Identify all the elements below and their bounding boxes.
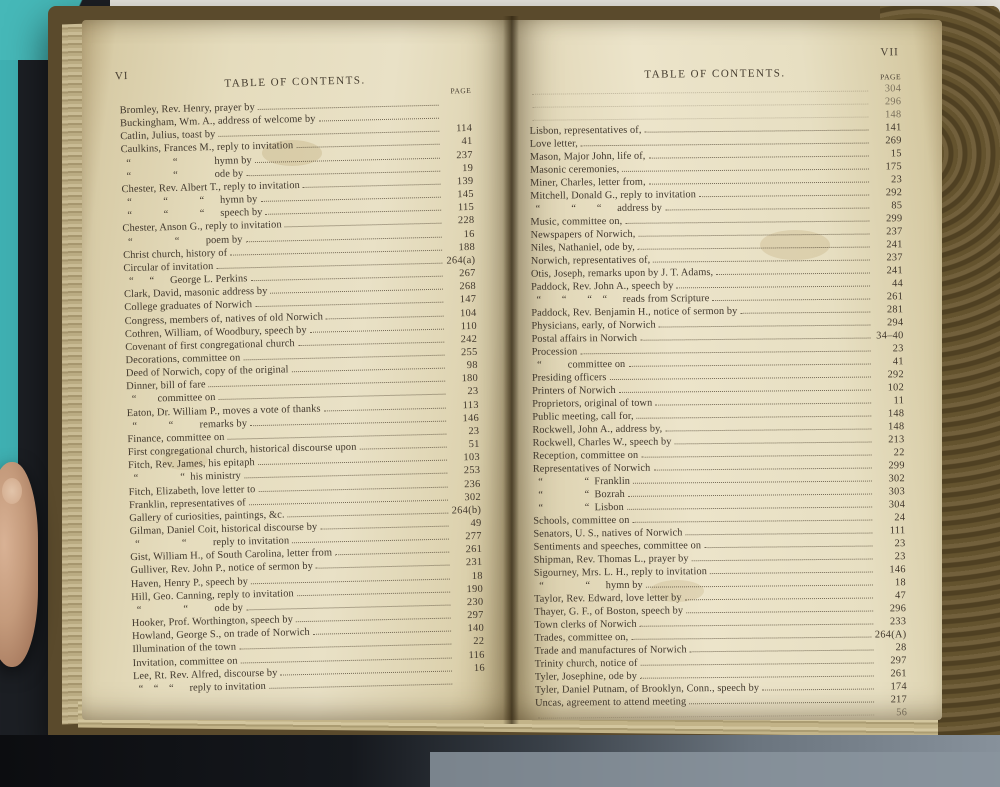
dot-leader (319, 118, 439, 122)
right-page (510, 20, 942, 720)
toc-entry-page-number: 296 (889, 603, 907, 615)
dot-leader (313, 631, 451, 635)
toc-entry-page-number: 241 (886, 239, 903, 251)
left-page (82, 20, 510, 720)
toc-entry-text: Paddock, Rev. Benjamin H., notice of sermon by (531, 305, 738, 319)
toc-entry-text: Eaton, Dr. William P., moves a vote of thanks (126, 403, 321, 419)
toc-entry-page-number: 302 (464, 491, 482, 503)
toc-entry-text: Otis, Joseph, remarks upon by J. T. Adams, (530, 267, 714, 280)
toc-entry-text: Dinner, bill of fare (126, 379, 206, 393)
toc-entry-text: “ “ ode by (121, 168, 244, 182)
toc-entry-page-number: 23 (467, 386, 479, 398)
dot-leader (538, 715, 874, 719)
toc-entry-text: Franklin, representatives of (128, 497, 246, 511)
dot-leader (532, 104, 868, 108)
toc-entry-page-number: 146 (462, 412, 480, 424)
toc-entry-text: Hooker, Prof. Worthington, speech by (131, 614, 294, 630)
toc-entry-text: “ “ hymn by (120, 154, 252, 169)
toc-entry-page-number: 15 (890, 148, 902, 160)
toc-entry-page-number: 145 (457, 188, 474, 201)
dot-leader (638, 247, 870, 250)
toc-entry-text: Physicians, early, of Norwich (531, 319, 656, 332)
dot-leader (258, 105, 439, 110)
dot-leader (685, 598, 873, 601)
toc-entry-page-number: 233 (889, 616, 907, 628)
right-toc-list (529, 82, 907, 723)
dot-leader (676, 286, 870, 289)
toc-entry-page-number: 299 (888, 460, 905, 472)
table-surface-highlight (430, 752, 1000, 787)
dot-leader (320, 526, 448, 530)
dot-leader (246, 236, 442, 242)
toc-entry-text: “ “ hymn by (533, 579, 643, 592)
dot-leader (633, 481, 872, 484)
toc-entry-text: Senators, U. S., natives of Norwich (533, 527, 683, 540)
toc-entry-page-number: 241 (886, 265, 903, 277)
toc-entry-text: Clark, David, masonic address by (123, 285, 268, 301)
toc-entry-page-number: 18 (471, 570, 483, 582)
toc-entry-text: Niles, Nathaniel, ode by, (530, 241, 635, 254)
dot-leader (532, 117, 868, 121)
toc-entry-text: Hill, Geo. Canning, reply to invitation (131, 588, 294, 603)
dot-leader (762, 689, 874, 691)
toc-entry-page-number: 115 (457, 202, 475, 214)
toc-entry-page-number: 18 (894, 577, 906, 589)
toc-entry-text: “ “ “ hymn by (121, 194, 258, 209)
toc-entry-text: First congregational church, historical discourse upon (127, 441, 357, 459)
left-title: TABLE OF CONTENTS. (224, 74, 366, 90)
toc-entry-text: Trinity church, notice of (534, 657, 638, 670)
toc-entry-page-number: 237 (456, 149, 473, 161)
dot-leader (258, 460, 447, 465)
dot-leader (288, 512, 449, 517)
dot-leader (298, 341, 444, 345)
dot-leader (324, 407, 446, 411)
toc-entry-text: “ “ remarks by (127, 418, 248, 432)
dot-leader (532, 91, 868, 95)
dot-leader (609, 377, 870, 381)
toc-entry-text: Representatives of Norwich (532, 462, 651, 475)
toc-entry-text: Reception, committee on (532, 449, 639, 462)
toc-entry-text: Gist, William H., of South Carolina, letter from (130, 547, 333, 564)
dot-leader (653, 468, 871, 471)
toc-entry-page-number: 237 (886, 252, 903, 264)
toc-entry-page-number: 292 (885, 187, 903, 199)
toc-entry-page-number: 268 (459, 281, 477, 293)
left-toc-list (120, 96, 486, 696)
toc-entry-page-number: 264(b) (451, 504, 482, 517)
dot-leader (640, 663, 873, 666)
toc-entry-text: Gulliver, Rev. John P., notice of sermon by (130, 561, 314, 577)
dot-leader (316, 565, 450, 569)
toc-entry-page-number: 303 (888, 486, 906, 498)
dot-leader (266, 210, 442, 215)
toc-entry-page-number: 110 (460, 320, 478, 332)
dot-leader (640, 338, 870, 341)
toc-entry-page-number: 111 (889, 525, 906, 537)
toc-entry-text: “ “ Bozrah (532, 488, 625, 501)
toc-entry-page-number: 146 (889, 564, 906, 576)
toc-entry-text: “ committee on (126, 392, 216, 406)
toc-entry-page-number: 102 (887, 382, 905, 394)
toc-entry-text: Music, committee on, (530, 215, 623, 228)
dot-leader (646, 585, 873, 588)
toc-entry-page-number: 139 (456, 175, 474, 188)
toc-entry-page-number: 28 (895, 642, 907, 654)
toc-entry-page-number: 175 (885, 161, 902, 173)
toc-entry-text: Howland, George S., on trade of Norwich (131, 627, 310, 643)
toc-entry-page-number: 22 (893, 447, 905, 459)
toc-entry-page-number: 261 (465, 544, 483, 556)
toc-entry-text: Mitchell, Donald G., reply to invitation (530, 189, 697, 202)
toc-entry-text: College graduates of Norwich (124, 299, 253, 314)
toc-entry-page-number: 228 (457, 215, 475, 227)
toc-entry-text: Tyler, Daniel Putnam, of Brooklyn, Conn., speech by (534, 682, 760, 696)
toc-entry-page-number: 41 (461, 136, 473, 148)
dot-leader (655, 403, 871, 406)
toc-entry-page-number: 267 (459, 267, 476, 280)
toc-entry-page-number: 261 (886, 291, 904, 303)
toc-entry-page-number: 264(A) (874, 629, 907, 641)
toc-entry-text: Chester, Rev. Albert T., reply to invitation (121, 179, 301, 196)
dot-leader (335, 552, 449, 556)
toc-entry-page-number: 47 (895, 590, 907, 602)
toc-entry-text: Catlin, Julius, toast by (120, 129, 216, 143)
toc-entry-text: Taylor, Rev. Edward, love letter by (533, 592, 682, 605)
toc-entry-text: “ “ George L. Perkins (123, 273, 248, 288)
toc-entry-page-number: 236 (463, 478, 481, 490)
toc-entry-text: Schools, committee on (533, 514, 630, 527)
dot-leader (644, 130, 868, 133)
toc-entry-text: Covenant of first congregational church (125, 337, 295, 353)
dot-leader (285, 223, 442, 228)
toc-entry-page-number: 34–40 (876, 330, 904, 342)
right-page-column-label: PAGE (880, 72, 902, 82)
dot-leader (740, 312, 870, 314)
dot-leader (628, 364, 870, 367)
toc-entry-page-number: 299 (885, 213, 903, 225)
dot-leader (360, 447, 447, 450)
toc-entry-page-number: 148 (884, 109, 902, 121)
left-page-column-label: PAGE (450, 85, 472, 96)
toc-entry-text: Miner, Charles, letter from, (529, 176, 646, 189)
toc-entry-text: Trade and manufactures of Norwich (534, 644, 687, 657)
toc-entry-text: Rockwell, John A., address by, (532, 423, 663, 436)
dot-leader (580, 351, 870, 355)
left-folio: VI (114, 70, 129, 83)
toc-entry-page-number: 23 (891, 174, 903, 186)
toc-entry-text: Love letter, (529, 138, 578, 150)
toc-entry-text: Newspapers of Norwich, (530, 228, 636, 241)
toc-entry-text: Procession (531, 346, 578, 358)
toc-entry-page-number: 281 (886, 304, 904, 316)
toc-entry-page-number: 51 (468, 438, 480, 451)
dot-leader (249, 499, 448, 505)
toc-entry-text: Christ church, history of (123, 247, 228, 261)
dot-leader (640, 676, 874, 679)
toc-entry-page-number: 56 (896, 707, 908, 719)
toc-entry-page-number: 116 (468, 649, 485, 661)
toc-entry-page-number: 269 (885, 135, 902, 147)
toc-entry-page-number: 294 (886, 317, 904, 329)
toc-entry-text: Chester, Anson G., reply to invitation (122, 219, 282, 235)
dot-leader (686, 533, 873, 536)
toc-entry-text: Proprietors, original of town (532, 397, 653, 410)
toc-entry-text: “ “ his ministry (128, 470, 242, 485)
toc-entry-text: Congress, members of, natives of old Norwich (124, 310, 324, 327)
dot-leader (260, 197, 440, 202)
toc-entry-page-number: 277 (465, 530, 482, 543)
toc-entry-page-number: 103 (463, 452, 481, 464)
right-folio: VII (880, 46, 899, 59)
toc-entry-page-number: 180 (461, 373, 479, 385)
toc-entry-page-number: 23 (894, 538, 906, 550)
toc-entry-text: Shipman, Rev. Thomas L., prayer by (533, 553, 689, 566)
toc-entry-text: Tyler, Josephine, ode by (534, 670, 638, 683)
toc-entry-page-number: 261 (890, 668, 907, 680)
toc-entry-page-number: 296 (884, 96, 902, 108)
dot-leader (296, 144, 439, 148)
toc-entry-page-number: 148 (887, 408, 905, 420)
dot-leader (649, 182, 869, 185)
toc-entry-text: Invitation, committee on (132, 655, 238, 669)
toc-entry-text: Public meeting, call for, (532, 410, 634, 423)
dot-leader (674, 442, 871, 445)
dot-leader (648, 156, 868, 159)
toc-entry-text: Mason, Major John, life of, (529, 150, 646, 163)
toc-entry-text: Finance, committee on (127, 431, 225, 446)
dot-leader (255, 302, 443, 307)
book-gutter-shadow (503, 16, 519, 724)
toc-entry-text: Paddock, Rev. John A., speech by (530, 280, 674, 293)
open-book (48, 6, 1000, 744)
toc-entry-page-number: 141 (885, 122, 902, 134)
toc-entry-text: “ “ reply to invitation (129, 535, 290, 551)
dot-leader (251, 578, 450, 584)
dot-leader (640, 624, 874, 627)
toc-entry-page-number: 114 (456, 123, 473, 135)
toc-entry-text: “ “ poem by (122, 233, 243, 248)
toc-entry-text: Fitch, Elizabeth, love letter to (128, 483, 256, 498)
toc-entry-text: Norwich, representatives of, (530, 254, 651, 267)
toc-entry-text: Gallery of curiosities, paintings, &c. (129, 509, 285, 524)
toc-entry-page-number: 237 (886, 226, 903, 238)
toc-entry-page-number: 23 (468, 425, 480, 438)
toc-entry-page-number: 16 (473, 662, 486, 674)
dot-leader (659, 325, 871, 328)
toc-entry-page-number: 49 (470, 517, 482, 530)
toc-entry-text: Thayer, G. F., of Boston, speech by (534, 605, 684, 618)
toc-entry-page-number (442, 118, 472, 119)
dot-leader (628, 494, 872, 497)
toc-entry-text: “ “ “ address by (530, 202, 662, 215)
dot-leader (633, 520, 873, 523)
dot-leader (310, 328, 444, 332)
toc-entry-page-number: 148 (887, 421, 905, 433)
toc-entry-page-number: 230 (466, 596, 484, 609)
toc-entry-text: Rockwell, Charles W., speech by (532, 436, 672, 449)
left-page-content (114, 54, 486, 696)
toc-entry-page-number: 188 (458, 241, 476, 253)
toc-entry-page-number: 213 (888, 434, 905, 446)
toc-entry-text: “ “ ode by (131, 602, 244, 617)
toc-entry-text: Masonic ceremonies, (529, 163, 620, 176)
toc-entry-page-number (442, 105, 472, 106)
toc-entry-page-number: 11 (893, 395, 905, 407)
toc-entry-page-number: 302 (888, 473, 905, 485)
toc-entry-text: Caulkins, Frances M., reply to invitation (120, 140, 294, 156)
dot-leader (699, 195, 869, 198)
dot-leader (638, 234, 869, 237)
dot-leader (690, 650, 874, 653)
toc-entry-page-number: 16 (463, 228, 475, 240)
dot-leader (641, 455, 871, 458)
toc-entry-text: Sentiments and speeches, committee on (533, 540, 702, 553)
dot-leader (581, 143, 869, 147)
dot-leader (716, 273, 870, 275)
dot-leader (271, 289, 444, 294)
toc-entry-page-number: 140 (467, 623, 485, 635)
dot-leader (255, 157, 440, 162)
dot-leader (710, 572, 873, 575)
dot-leader (625, 221, 869, 224)
toc-entry-page-number: 23 (892, 343, 904, 355)
toc-entry-page-number (455, 684, 485, 685)
dot-leader (258, 486, 447, 491)
toc-entry-text: Deed of Norwich, copy of the original (125, 364, 289, 380)
toc-entry-page-number: 19 (462, 162, 474, 174)
right-page-content (529, 48, 907, 723)
toc-entry-page-number: 253 (463, 465, 481, 477)
toc-entry-text: “ committee on (531, 358, 626, 371)
toc-entry-page-number: 85 (891, 200, 903, 212)
toc-entry-text: Decorations, committee on (125, 352, 241, 367)
dot-leader (712, 299, 870, 302)
toc-entry-text: Printers of Norwich (531, 384, 616, 397)
dot-leader (692, 559, 873, 562)
toc-entry-text: Sigourney, Mrs. L. H., reply to invitation (533, 566, 707, 579)
toc-entry-text: Uncas, agreement to attend meeting (534, 696, 687, 709)
toc-entry-page-number: 190 (466, 583, 484, 595)
toc-entry-text: Fitch, Rev. James, his epitaph (127, 457, 255, 472)
toc-entry-text: Trades, committee on, (534, 631, 629, 644)
dot-leader (665, 208, 869, 211)
toc-entry-text: Lisbon, representatives of, (529, 124, 642, 137)
dot-leader (686, 611, 873, 614)
dot-leader (246, 170, 440, 176)
toc-entry-page-number: 24 (894, 512, 906, 524)
toc-entry-text: Lee, Rt. Rev. Alfred, discourse by (132, 667, 278, 682)
toc-entry-text: Gilman, Daniel Coit, historical discourse by (129, 521, 318, 538)
toc-entry-page-number: 304 (888, 499, 906, 511)
toc-entry-page-number: 104 (459, 307, 477, 319)
dot-leader (665, 429, 871, 432)
dot-leader (704, 546, 872, 549)
toc-entry-text: Illumination of the town (132, 642, 237, 656)
dot-leader (303, 184, 441, 188)
dot-leader (297, 591, 450, 596)
dot-leader (627, 507, 872, 510)
toc-entry-page-number: 297 (467, 609, 484, 622)
toc-entry-page-number: 147 (459, 294, 477, 306)
toc-entry-page-number: 98 (466, 359, 478, 372)
toc-entry-text: Circular of invitation (123, 260, 214, 275)
toc-entry-page-number: 22 (473, 636, 485, 648)
dot-leader (689, 702, 874, 705)
dot-leader (653, 260, 870, 263)
dot-leader (250, 276, 442, 282)
toc-entry-text: “ “ “ “ reads from Scripture (531, 293, 710, 306)
dot-leader (292, 539, 449, 544)
dot-leader (292, 368, 445, 373)
toc-entry-page-number: 242 (460, 333, 478, 346)
dot-leader (269, 683, 452, 688)
toc-entry-page-number: 304 (884, 83, 902, 95)
toc-entry-page-number: 23 (894, 551, 906, 563)
toc-entry-text: Town clerks of Norwich (534, 618, 637, 631)
right-title: TABLE OF CONTENTS. (644, 67, 786, 81)
toc-entry-page-number: 292 (887, 369, 904, 381)
toc-entry-text: Cothren, William, of Woodbury, speech by (124, 324, 307, 340)
toc-entry-page-number: 264(a) (446, 254, 476, 267)
toc-entry-page-number: 41 (892, 356, 904, 368)
toc-entry-text: “ “ “ speech by (122, 207, 263, 222)
toc-entry-page-number: 255 (460, 346, 478, 359)
toc-entry-page-number: 297 (890, 655, 907, 667)
toc-entry-text: “ “ Franklin (532, 475, 631, 488)
toc-entry-text: “ “ “ reply to invitation (133, 680, 267, 695)
toc-entry-page-number: 113 (462, 399, 479, 411)
dot-leader (631, 637, 872, 640)
dot-leader (296, 618, 451, 623)
toc-entry-page-number: 174 (890, 681, 907, 693)
toc-entry-page-number: 231 (465, 557, 483, 569)
toc-entry-text: Buckingham, Wm. A., address of welcome by (119, 113, 316, 130)
dot-leader (326, 315, 444, 319)
dot-leader (619, 390, 871, 393)
toc-entry-page-number: 44 (892, 278, 904, 290)
toc-entry-text: Presiding officers (531, 372, 607, 384)
dot-leader (637, 416, 872, 419)
dot-leader (622, 169, 869, 172)
dot-leader (280, 670, 452, 675)
toc-entry-text: Haven, Henry P., speech by (130, 575, 249, 590)
toc-entry-text: “ “ Lisbon (533, 501, 624, 514)
reader-fingernail (2, 478, 22, 504)
toc-entry-text: Postal affairs in Norwich (531, 332, 638, 345)
dot-leader (250, 420, 446, 426)
toc-entry-text: Bromley, Rev. Henry, prayer by (119, 102, 255, 117)
toc-entry-page-number: 217 (890, 694, 908, 706)
